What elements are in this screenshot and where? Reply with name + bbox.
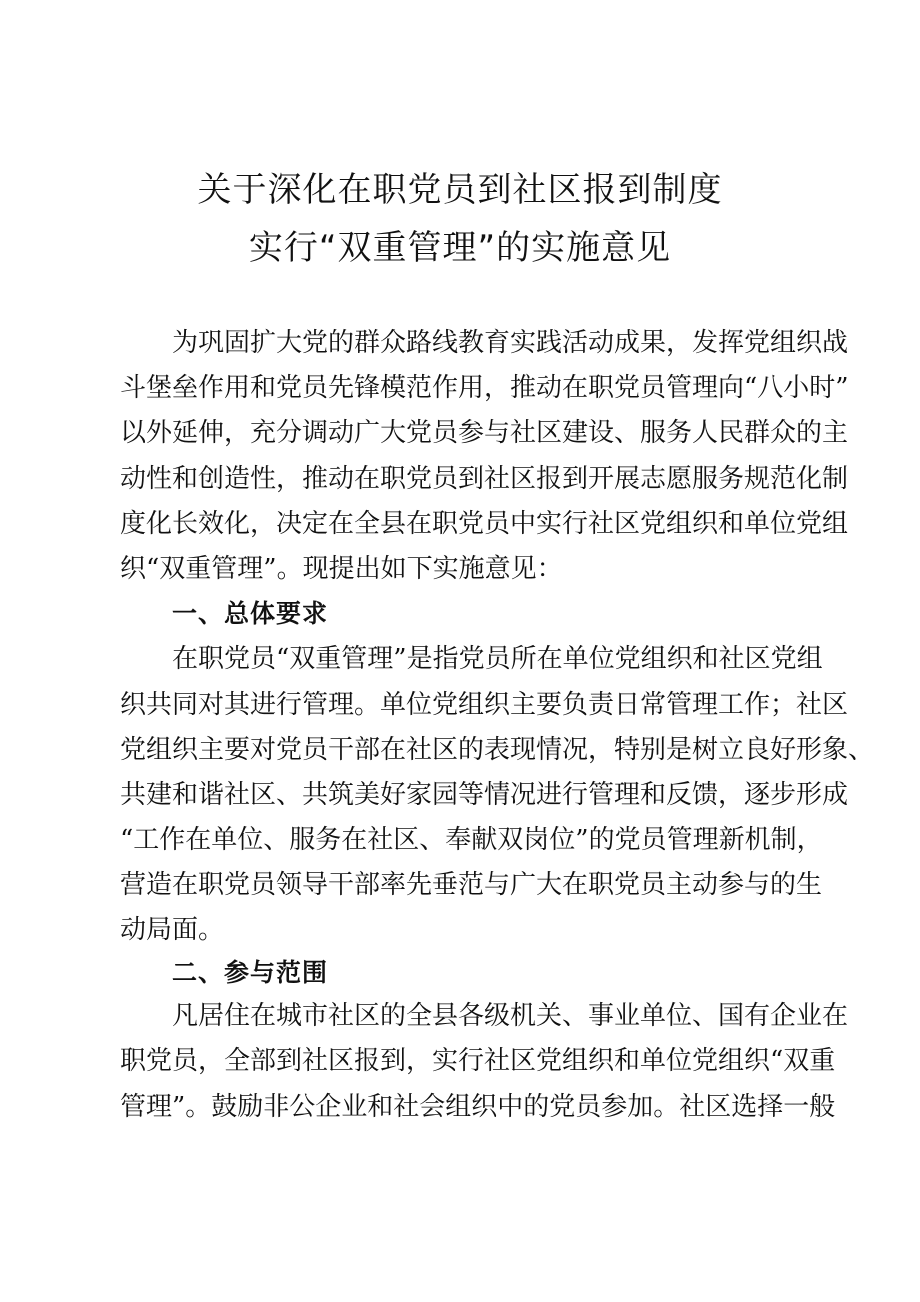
section1-paragraph-line: 动局面。: [120, 915, 225, 945]
intro-paragraph-line: 度化长效化，决定在全县在职党员中实行社区党组织和单位党组: [120, 509, 849, 539]
intro-paragraph-line: 斗堡垒作用和党员先锋模范作用，推动在职党员管理向“八小时”: [120, 373, 849, 403]
section-heading-overall-requirements: 一、总体要求: [172, 599, 329, 628]
document-title-line-2: 实行“双重管理”的实施意见: [248, 228, 672, 268]
intro-paragraph-line: 动性和创造性，推动在职党员到社区报到开展志愿服务规范化制: [120, 464, 849, 494]
section1-paragraph-line: 织共同对其进行管理。单位党组织主要负责日常管理工作；社区: [120, 690, 849, 720]
section-heading-scope: 二、参与范围: [172, 958, 329, 987]
section1-paragraph-line: 共建和谐社区、共筑美好家园等情况进行管理和反馈，逐步形成: [120, 780, 849, 810]
section1-paragraph-line: 营造在职党员领导干部率先垂范与广大在职党员主动参与的生: [120, 870, 823, 900]
section2-paragraph-line: 职党员，全部到社区报到，实行社区党组织和单位党组织“双重: [120, 1046, 836, 1076]
intro-paragraph-line: 以外延伸，充分调动广大党员参与社区建设、服务人民群众的主: [120, 418, 849, 448]
section1-paragraph-line: 党组织主要对党员干部在社区的表现情况，特别是树立良好形象、: [120, 735, 875, 765]
document-title-line-1: 关于深化在职党员到社区报到制度: [197, 170, 723, 210]
section1-paragraph-line: 在职党员“双重管理”是指党员所在单位党组织和社区党组: [172, 644, 823, 674]
section2-paragraph-line: 管理”。鼓励非公企业和社会组织中的党员参加。社区选择一般: [120, 1092, 836, 1122]
intro-paragraph-line: 织“双重管理”。现提出如下实施意见：: [120, 554, 563, 584]
intro-paragraph-line: 为巩固扩大党的群众路线教育实践活动成果，发挥党组织战: [172, 328, 849, 358]
section2-paragraph-line: 凡居住在城市社区的全县各级机关、事业单位、国有企业在: [172, 1001, 849, 1031]
section1-paragraph-line: “工作在单位、服务在社区、奉献双岗位”的党员管理新机制，: [120, 825, 823, 855]
